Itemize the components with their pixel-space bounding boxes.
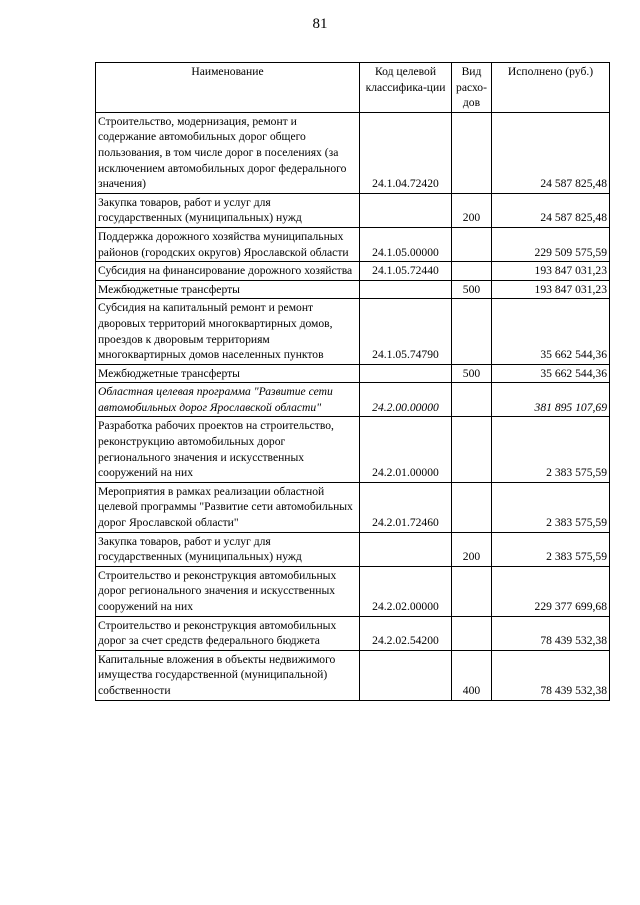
row-sum-cell: 35 662 544,36 <box>492 299 610 364</box>
table-row <box>96 364 610 383</box>
row-name-cell: Мероприятия в рамках реализации областной целевой программы "Развитие сети автомобильных дорог Ярославской области" <box>96 482 360 532</box>
row-sum-cell: 2 383 575,59 <box>492 482 610 532</box>
row-name-cell: Закупка товаров, работ и услуг для государственных (муниципальных) нужд <box>96 532 360 566</box>
row-vid-cell <box>452 262 492 281</box>
row-vid-cell: 200 <box>452 193 492 227</box>
table-row <box>96 299 610 364</box>
header-code: Код целевой классифика-ции <box>360 63 452 113</box>
row-code-cell <box>360 193 452 227</box>
row-name-cell: Межбюджетные трансферты <box>96 280 360 299</box>
row-sum-cell: 229 509 575,59 <box>492 227 610 261</box>
row-code-cell <box>360 364 452 383</box>
row-name-cell: Закупка товаров, работ и услуг для государственных (муниципальных) нужд <box>96 193 360 227</box>
row-code-cell: 24.1.05.00000 <box>360 227 452 261</box>
row-vid-cell: 500 <box>452 280 492 299</box>
row-name-cell: Областная целевая программа "Развитие сети автомобильных дорог Ярославской области" <box>96 383 360 417</box>
row-vid-cell: 500 <box>452 364 492 383</box>
row-sum-cell: 381 895 107,69 <box>492 383 610 417</box>
row-name-cell: Строительство и реконструкция автомобильных дорог регионального значения и искусственных сооружений на них <box>96 566 360 616</box>
row-sum-cell: 78 439 532,38 <box>492 616 610 650</box>
row-vid-cell: 200 <box>452 532 492 566</box>
row-name-cell: Субсидия на финансирование дорожного хозяйства <box>96 262 360 281</box>
expenditure-table <box>95 62 610 701</box>
table-row <box>96 280 610 299</box>
row-vid-cell <box>452 112 492 193</box>
row-sum-cell: 35 662 544,36 <box>492 364 610 383</box>
table-row <box>96 532 610 566</box>
row-vid-cell <box>452 383 492 417</box>
row-code-cell: 24.1.05.74790 <box>360 299 452 364</box>
row-sum-cell: 193 847 031,23 <box>492 262 610 281</box>
row-sum-cell: 2 383 575,59 <box>492 417 610 482</box>
table-row <box>96 112 610 193</box>
table-row <box>96 566 610 616</box>
row-code-cell <box>360 280 452 299</box>
table-row <box>96 616 610 650</box>
row-code-cell: 24.2.01.72460 <box>360 482 452 532</box>
row-vid-cell <box>452 566 492 616</box>
table-body <box>96 112 610 700</box>
table-row <box>96 227 610 261</box>
row-name-cell: Строительство, модернизация, ремонт и содержание автомобильных дорог общего пользования, в том числе дорог в поселениях (за исключением автомобильных дорог федерального значения) <box>96 112 360 193</box>
row-code-cell: 24.2.01.00000 <box>360 417 452 482</box>
row-sum-cell: 24 587 825,48 <box>492 112 610 193</box>
row-name-cell: Поддержка дорожного хозяйства муниципальных районов (городских округов) Ярославской области <box>96 227 360 261</box>
row-code-cell: 24.2.02.54200 <box>360 616 452 650</box>
header-vid: Вид расхо-дов <box>452 63 492 113</box>
row-vid-cell <box>452 482 492 532</box>
table-header-row <box>96 63 610 113</box>
row-vid-cell: 400 <box>452 650 492 700</box>
row-vid-cell <box>452 616 492 650</box>
row-code-cell: 24.1.05.72440 <box>360 262 452 281</box>
row-sum-cell: 2 383 575,59 <box>492 532 610 566</box>
row-sum-cell: 193 847 031,23 <box>492 280 610 299</box>
table-row <box>96 650 610 700</box>
header-name: Наименование <box>96 63 360 113</box>
row-vid-cell <box>452 227 492 261</box>
table-row <box>96 417 610 482</box>
table-row <box>96 383 610 417</box>
row-code-cell <box>360 650 452 700</box>
row-name-cell: Строительство и реконструкция автомобильных дорог за счет средств федерального бюджета <box>96 616 360 650</box>
header-sum: Исполнено (руб.) <box>492 63 610 113</box>
table-row <box>96 193 610 227</box>
row-vid-cell <box>452 299 492 364</box>
row-sum-cell: 78 439 532,38 <box>492 650 610 700</box>
table-row <box>96 262 610 281</box>
row-sum-cell: 229 377 699,68 <box>492 566 610 616</box>
row-name-cell: Разработка рабочих проектов на строительство, реконструкцию автомобильных дорог регионального значения и искусственных сооружений на них <box>96 417 360 482</box>
row-code-cell <box>360 532 452 566</box>
row-name-cell: Межбюджетные трансферты <box>96 364 360 383</box>
row-code-cell: 24.2.00.00000 <box>360 383 452 417</box>
row-code-cell: 24.2.02.00000 <box>360 566 452 616</box>
row-code-cell: 24.1.04.72420 <box>360 112 452 193</box>
row-vid-cell <box>452 417 492 482</box>
table-row <box>96 482 610 532</box>
row-name-cell: Субсидия на капитальный ремонт и ремонт дворовых территорий многоквартирных домов, проездов к дворовым территориям многоквартирных домов населенных пунктов <box>96 299 360 364</box>
row-name-cell: Капитальные вложения в объекты недвижимого имущества государственной (муниципальной) собственности <box>96 650 360 700</box>
row-sum-cell: 24 587 825,48 <box>492 193 610 227</box>
page-number: 81 <box>312 16 328 32</box>
